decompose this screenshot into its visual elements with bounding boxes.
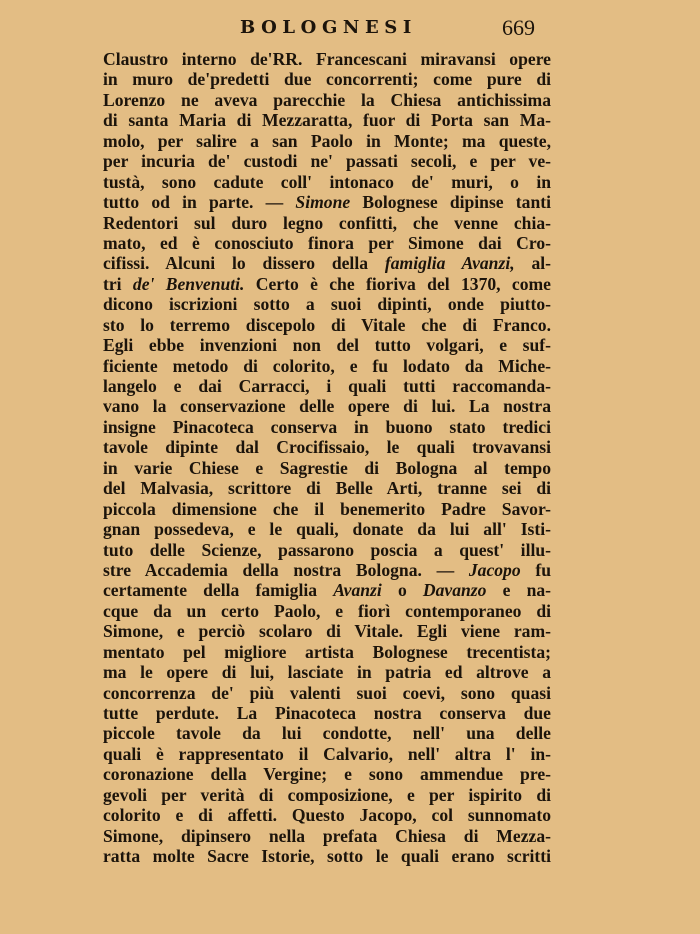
text-run: Lorenzo ne aveva parecchie la Chiesa antichissima (103, 89, 551, 110)
text-run: tuto delle Scienze, passarono poscia a quest' illu- (103, 539, 551, 560)
running-title: BOLOGNESI (240, 17, 417, 38)
text-line (103, 376, 551, 396)
italic-text-run: Davanzo (422, 580, 487, 601)
text-line (103, 478, 551, 498)
text-line (103, 540, 551, 560)
text-line (103, 805, 551, 825)
text-run: gevoli per verità di composizione, e per ispirito di (103, 784, 551, 805)
text-run: tri (103, 273, 133, 294)
text-run: gnan possedeva, e le quali, donate da lui all' Isti- (103, 519, 551, 540)
text-run: cque da un certo Paolo, e fiorì contemporaneo di (103, 600, 551, 621)
text-line (103, 846, 551, 866)
text-line (103, 274, 551, 294)
text-line (103, 683, 551, 703)
text-run: concorrenza de' più valenti suoi coevi, sono quasi (103, 682, 551, 703)
text-line (103, 621, 551, 641)
text-run: Bolognese dipinse tanti (350, 192, 551, 213)
text-run: mentato pel migliore artista Bolognese trecentista; (103, 641, 551, 662)
text-run: Egli ebbe invenzioni non del tutto volgari, e suf- (103, 335, 551, 356)
text-line (103, 233, 551, 253)
text-line (103, 69, 551, 89)
italic-text-run: Jacopo (468, 559, 521, 580)
text-line (103, 294, 551, 314)
italic-text-run: Simone (295, 192, 351, 213)
text-line (103, 192, 551, 212)
text-run: dicono iscrizioni sotto a suoi dipinti, onde piutto- (103, 294, 551, 315)
text-run: sto lo terremo discepolo di Vitale che di Franco. (103, 314, 551, 335)
text-run: coronazione della Vergine; e sono ammendue pre- (103, 764, 551, 785)
text-line (103, 703, 551, 723)
text-run: piccole tavole da lui condotte, nell' una delle (103, 723, 551, 744)
italic-text-run: de' Benvenuti. (132, 273, 245, 294)
text-line (103, 253, 551, 273)
text-run: fu (520, 559, 551, 580)
text-run: tustà, sono cadute coll' intonaco de' muri, o in (103, 171, 551, 192)
text-run: tutto od in parte. — (103, 192, 296, 213)
text-line (103, 335, 551, 355)
text-run: vano la conservazione delle opere di lui. La nostra (103, 396, 551, 417)
text-line (103, 723, 551, 743)
page-number: 669 (502, 15, 535, 40)
text-run: molo, per salire a san Paolo in Monte; ma queste, (103, 130, 551, 151)
text-line (103, 49, 551, 69)
text-run: del Malvasia, scrittore di Belle Arti, tranne sei di (103, 478, 551, 499)
text-line (103, 356, 551, 376)
text-run: in varie Chiese e Sagrestie di Bologna al tempo (103, 457, 551, 478)
text-run: Redentori sul duro legno confitti, che venne chia- (103, 212, 551, 233)
text-line (103, 519, 551, 539)
text-line (103, 785, 551, 805)
text-line (103, 764, 551, 784)
text-line (103, 499, 551, 519)
text-run: stre Accademia della nostra Bologna. — (103, 559, 469, 580)
text-run: mato, ed è conosciuto finora per Simone dai Cro- (103, 232, 551, 253)
text-run: certamente della famiglia (103, 580, 334, 601)
text-run: Certo è che fioriva del 1370, come (244, 273, 551, 294)
text-run: di santa Maria di Mezzaratta, fuor di Porta san Ma- (103, 110, 551, 131)
text-run: piccola dimensione che il benemerito Padre Savor- (103, 498, 551, 519)
text-run: per incuria de' custodi ne' passati secoli, e per ve- (103, 151, 551, 172)
text-line (103, 213, 551, 233)
text-line (103, 580, 551, 600)
italic-text-run: famiglia Avanzi, (384, 253, 515, 274)
text-line (103, 744, 551, 764)
text-line (103, 131, 551, 151)
text-line (103, 151, 551, 171)
text-line (103, 642, 551, 662)
text-run: o (381, 580, 423, 601)
italic-text-run: Avanzi (333, 580, 382, 601)
text-line (103, 172, 551, 192)
text-run: e na- (486, 580, 552, 601)
text-run: ma le opere di lui, lasciate in patria ed altrove a (103, 662, 551, 683)
text-run: cifissi. Alcuni lo dissero della (103, 253, 385, 274)
body-text (103, 49, 551, 867)
text-line (103, 662, 551, 682)
text-line (103, 458, 551, 478)
text-run: al- (514, 253, 551, 274)
text-line (103, 396, 551, 416)
text-run: tutte perdute. La Pinacoteca nostra conserva due (103, 703, 551, 723)
text-run: insigne Pinacoteca conserva in buono stato tredici (103, 416, 551, 437)
text-line (103, 560, 551, 580)
text-line (103, 601, 551, 621)
text-line (103, 826, 551, 846)
page-header (0, 14, 700, 42)
text-run: langelo e dai Carracci, i quali tutti raccomanda- (103, 376, 551, 396)
text-run: quali è rappresentato il Calvario, nell' altra l' in- (103, 743, 551, 764)
text-run: ficiente metodo di colorito, e fu lodato da Miche- (103, 355, 551, 376)
text-run: Simone, dipinsero nella prefata Chiesa di Mezza- (103, 825, 551, 846)
text-line (103, 315, 551, 335)
text-run: tavole dipinte dal Crocifissaio, le quali trovavansi (103, 437, 551, 458)
text-run: in muro de'predetti due concorrenti; come pure di (103, 69, 551, 90)
text-line (103, 110, 551, 130)
text-line (103, 437, 551, 457)
text-line (103, 90, 551, 110)
text-run: ratta molte Sacre Istorie, sotto le quali erano scritti (103, 846, 551, 867)
text-run: Claustro interno de'RR. Francescani miravansi opere (103, 49, 551, 69)
text-line (103, 417, 551, 437)
text-run: colorito e di affetti. Questo Jacopo, col sunnomato (103, 805, 551, 826)
text-run: Simone, e perciò scolaro di Vitale. Egli viene ram- (103, 621, 551, 642)
